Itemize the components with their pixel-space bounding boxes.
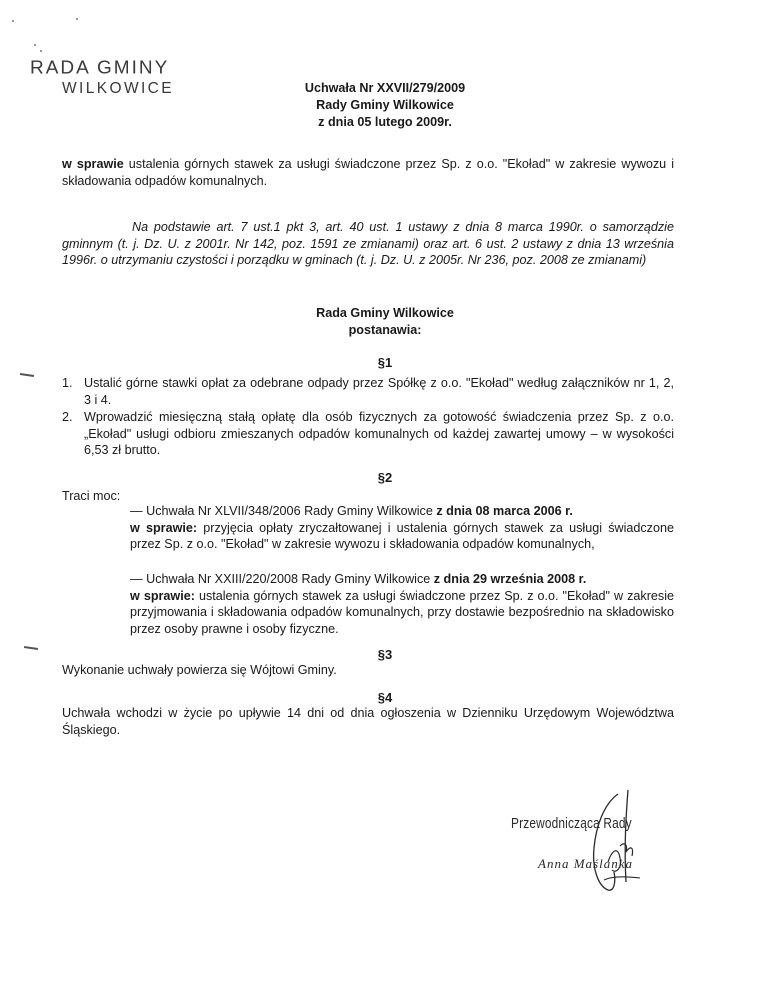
repeal-entry-2 xyxy=(130,571,674,637)
repeal-2-prefix: — Uchwała Nr XXIII/220/2008 Rady Gminy Wilkowice xyxy=(130,572,434,586)
repeal-2-date: z dnia 29 września 2008 r. xyxy=(433,572,587,586)
repeal-1-text: przyjęcia opłaty zryczałtowanej i ustalenia górnych stawek za usługi świadczone przez Sp. z o.o. "Ekoład" w zakresie wywozu i składowania odpadów komunalnych, xyxy=(130,520,674,551)
signature-name: Anna Maślanka xyxy=(538,856,633,871)
stamp-line-1: RADA GMINY xyxy=(30,58,170,79)
section-3-text: Wykonanie uchwały powierza się Wójtowi Gminy. xyxy=(62,663,337,677)
item-text: Ustalić górne stawki opłat za odebrane odpady przez Spółkę z o.o. "Ekoład" według załączników nr 1, 2, 3 i 4. xyxy=(84,376,674,407)
scan-speck xyxy=(34,44,36,46)
scan-speck xyxy=(40,50,42,52)
resolves-line-1: Rada Gminy Wilkowice xyxy=(316,306,454,320)
list-item xyxy=(62,409,674,459)
legal-basis-paragraph xyxy=(62,219,674,269)
section-3-title: §3 xyxy=(377,647,393,662)
item-number: 1. xyxy=(62,376,73,390)
section-4-text: Uchwała wchodzi w życie po upływie 14 dni od dnia ogłoszenia w Dzienniku Urzędowym Województwa Śląskiego. xyxy=(62,706,674,737)
repeal-1-date: z dnia 08 marca 2006 r. xyxy=(436,504,573,518)
subject-paragraph xyxy=(62,156,674,189)
signature-title: Przewodnicząca Rady xyxy=(511,816,632,832)
margin-mark xyxy=(24,646,38,650)
resolves-line-2: postanawia: xyxy=(348,322,422,337)
repeal-2-text: ustalenia górnych stawek za usługi świadczone przez Sp. z o.o. "Ekoład" w zakresie przyjmowania i składowania odpadów komunalnych, przy dostawie bezpośrednio na składowisko przez osoby prawne i osoby fizyczne. xyxy=(130,588,674,636)
resolution-council: Rady Gminy Wilkowice xyxy=(316,98,454,112)
scan-speck xyxy=(12,20,14,22)
section-1-list xyxy=(62,375,674,460)
repeal-1-lead: w sprawie: xyxy=(130,520,198,535)
resolution-date: z dnia 05 lutego 2009r. xyxy=(318,115,452,129)
council-resolves xyxy=(200,305,570,338)
section-2-title: §2 xyxy=(377,470,393,485)
council-stamp xyxy=(30,58,220,98)
item-number: 2. xyxy=(62,410,73,424)
scan-speck xyxy=(76,18,78,20)
list-item xyxy=(62,375,674,408)
legal-basis-text: Na podstawie art. 7 ust.1 pkt 3, art. 40 ust. 1 ustawy z dnia 8 marca 1990r. o samorządzie gminnym (t. j. Dz. U. z 2001r. Nr 142, poz. 1591 ze zmianami) oraz art. 6 ust. 2 ustawy z dnia 13 września 1996r. o utrzymaniu czystości i porządku w gminach (t. j. Dz. U. z 2005r. Nr 236, poz. 2008 ze zmianami) xyxy=(62,220,674,267)
resolution-number: Uchwała Nr XXVII/279/2009 xyxy=(304,81,466,95)
subject-lead: w sprawie xyxy=(62,157,124,171)
signature-scribble-icon xyxy=(500,786,700,906)
resolution-header xyxy=(270,80,500,131)
repeal-entry-1 xyxy=(130,503,674,553)
repeal-1-prefix: — Uchwała Nr XLVII/348/2006 Rady Gminy Wilkowice xyxy=(130,504,437,518)
section-1-title: §1 xyxy=(377,355,393,370)
section-2-intro: Traci moc: xyxy=(62,489,121,503)
stamp-line-2: WILKOWICE xyxy=(62,80,175,97)
repeal-2-lead: w sprawie: xyxy=(130,588,195,603)
section-4-title: §4 xyxy=(377,690,393,705)
margin-mark xyxy=(20,373,34,377)
subject-text: ustalenia górnych stawek za usługi świadczone przez Sp. z o.o. "Ekoład" w zakresie wywozu i składowania odpadów komunalnych. xyxy=(62,157,674,188)
item-text: Wprowadzić miesięczną stałą opłatę dla osób fizycznych za gotowość świadczenia przez Sp. z o.o. „Ekoład" usługi odbioru zmieszanych odpadów komunalnych od każdej zawartej umowy – w wysokości 6,53 zł brutto. xyxy=(84,410,674,457)
signature-block xyxy=(500,786,700,906)
